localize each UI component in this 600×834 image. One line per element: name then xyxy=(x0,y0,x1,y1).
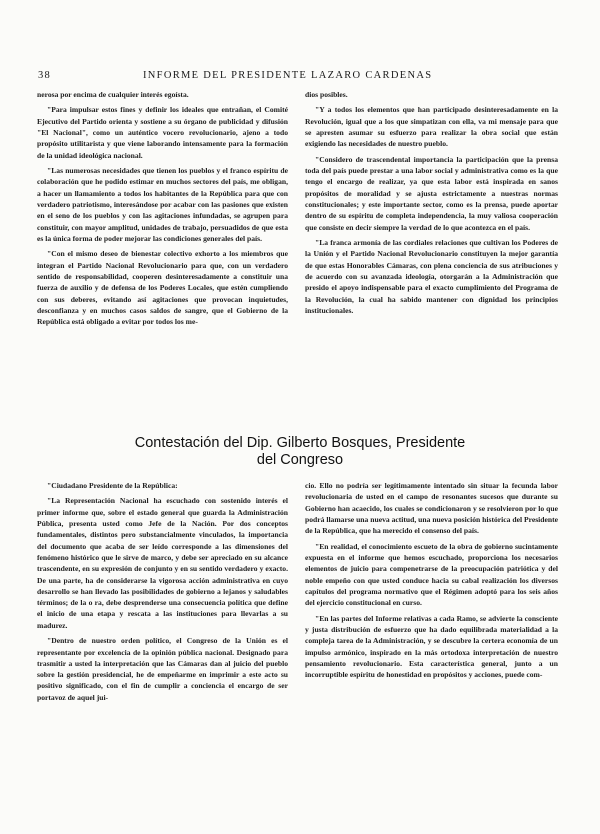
paragraph: "Las numerosas necesidades que tienen los pueblos y el franco espíritu de colaboración que he podido estimar en muchos sectores del país, me obligan, a hacer un llamamiento a todos los habitantes de la República para que con verdadero patriotismo, interesándose por acabar con las pasiones que existen en el seno de los pueblos y con las agitaciones infundadas, se agrupen para constituir, con mayor amplitud, unidades de trabajo, persuadidos de que esta es la única forma de poder mejorar las condiciones generales del país. xyxy=(37,166,288,243)
column-top-right xyxy=(305,89,558,320)
paragraph: "Y a todos los elementos que han participado desinteresadamente en la Revolución, igual que a los que simpatizan con ella, va mi mensaje para que se apresten asumar su esfuerzo para realizar la obra social que están exigiendo las necesidades de nuestro pueblo. xyxy=(305,105,558,149)
paragraph: "Dentro de nuestro orden político, el Congreso de la Unión es el representante por excelencia de la opinión pública nacional. Designado para trasmitir a usted la interpretación que las Cámaras dan al juicio del pueblo sobre la gestión presidencial, he de empeñarme en imprimir a este acto su positivo significado, con el fin de cumplir a conciencia el encargo de ser portavoz de aquel jui- xyxy=(37,636,288,702)
paragraph: "La Representación Nacional ha escuchado con sostenido interés el primer informe que, sobre el estado general que guarda la Administración Pública, presenta usted como Jefe de la Nación. Por dos conceptos fundamentales, distintos pero substancialmente vinculados, la importancia del documento que acaba de ser leído corresponde a las dimensiones del fenómeno histórico que le sirve de marco, y debe ser apreciado en su alcance trascendente, en su expresión de conjunto y en su sentido verdadero y exacto. De una parte, ha de considerarse la vigorosa acción administrativa en cuyo desarrollo se han llevado las posibilidades de gobierno a lejanos y saludables términos; de la o ra, debe desprenderse una consecuencia política que define el inicio de una etapa y rescata a las instituciones para llevarlas a su madurez. xyxy=(37,496,288,630)
column-top-left xyxy=(37,89,288,332)
paragraph: "En realidad, el conocimiento escueto de la obra de gobierno sucintamente expuesta en el informe que hemos escuchado, proporciona los necesarios elementos de juicio para compenetrarse de la preocupación patriótica y del noble empeño con que usted conduce hacia su cabal realización los diversos capítulos del programa normativo que el Régimen adoptó para los seis años del ejercicio constitucional en curso. xyxy=(305,541,558,608)
section-heading xyxy=(60,435,540,469)
section-heading-line: del Congreso xyxy=(256,452,344,468)
paragraph: "Para impulsar estos fines y definir los ideales que entrañan, el Comité Ejecutivo del Partido orienta y sostiene a su órgano de publicidad y difusión "El Nacional", como un auténtico vocero revolucionario, ajeno a todo propósito utilitarista y que viene laborando intensamente para la formación de la unidad ideológica nacional. xyxy=(37,105,288,160)
page-number: 38 xyxy=(38,70,52,81)
paragraph: "La franca armonía de las cordiales relaciones que cultivan los Poderes de la Unión y el Partido Nacional Revolucionario constituyen la mejor garantía de que estas Honorables Cámaras, con plena conciencia de sus atribuciones y de acuerdo con su avanzada ideología, otorgarán a la Administración que presido el apoyo indispensable para el exacto cumplimiento del Programa de la Revolución, la cual ha sabido mantener con dignidad los principios institucionales. xyxy=(305,238,558,315)
paragraph: nerosa por encima de cualquier interés egoísta. xyxy=(37,90,189,99)
paragraph: "Considero de trascendental importancia la participación que la prensa toda del país puede prestar a una labor social y administrativa como es la que tengo el encargo de realizar, ya que esta labor está inspirada en sanos propósitos de moralidad y se ajusta estrictamente a nuestras normas constitucionales; y este importante sector, como es la prensa, puede aportar dentro de su espíritu de completa independencia, la muy valiosa cooperación que consiste en decir siempre la verdad de lo que acontezca en el país. xyxy=(305,154,558,232)
running-title: INFORME DEL PRESIDENTE LAZARO CARDENAS xyxy=(143,70,433,81)
column-bottom-left xyxy=(37,480,288,707)
paragraph: "En las partes del Informe relativas a cada Ramo, se advierte la consciente y justa distribución de esfuerzo que ha dado equilibrada materialidad a la compleja tarea de la Administración, y se descubre la certera economía de un impulso armónico, inspirado en la más ortodoxa interpretación de nuestro pensamiento revolucionario. Esta característica general, junto a un incorruptible espíritu de honestidad en propósitos y acciones, puede com- xyxy=(305,613,558,680)
paragraph: "Con el mismo deseo de bienestar colectivo exhorto a los miembros que integran el Partido Nacional Revolucionario para que, con un verdadero sentido de responsabilidad, cooperen desinteresadamente a constituir una fuerza de auxilio y de defensa de los Poderes Locales, que estén cumpliendo con sus deberes, evitando así agitaciones que provocan inquietudes, desconfianza y en muchos casos saldos de sangre, que el Gobierno de la República está obligado a evitar por todos los me- xyxy=(37,249,288,327)
section-heading-line: Contestación del Dip. Gilberto Bosques, Presidente xyxy=(134,435,466,451)
paragraph: dios posibles. xyxy=(305,90,348,99)
paragraph: cio. Ello no podría ser legítimamente intentado sin situar la fecunda labor revolucionaria de usted en el campo de resonantes sucesos que durante su Gobierno han acaecido, los cuales se condicionaron y se resolvieron por lo que podrá llamarse una nueva actitud, una nueva posición histórica del Presidente de la República, que ha merecido el consenso del país. xyxy=(305,481,558,536)
column-bottom-right xyxy=(305,480,558,685)
paragraph: "Ciudadano Presidente de la República: xyxy=(47,481,178,490)
